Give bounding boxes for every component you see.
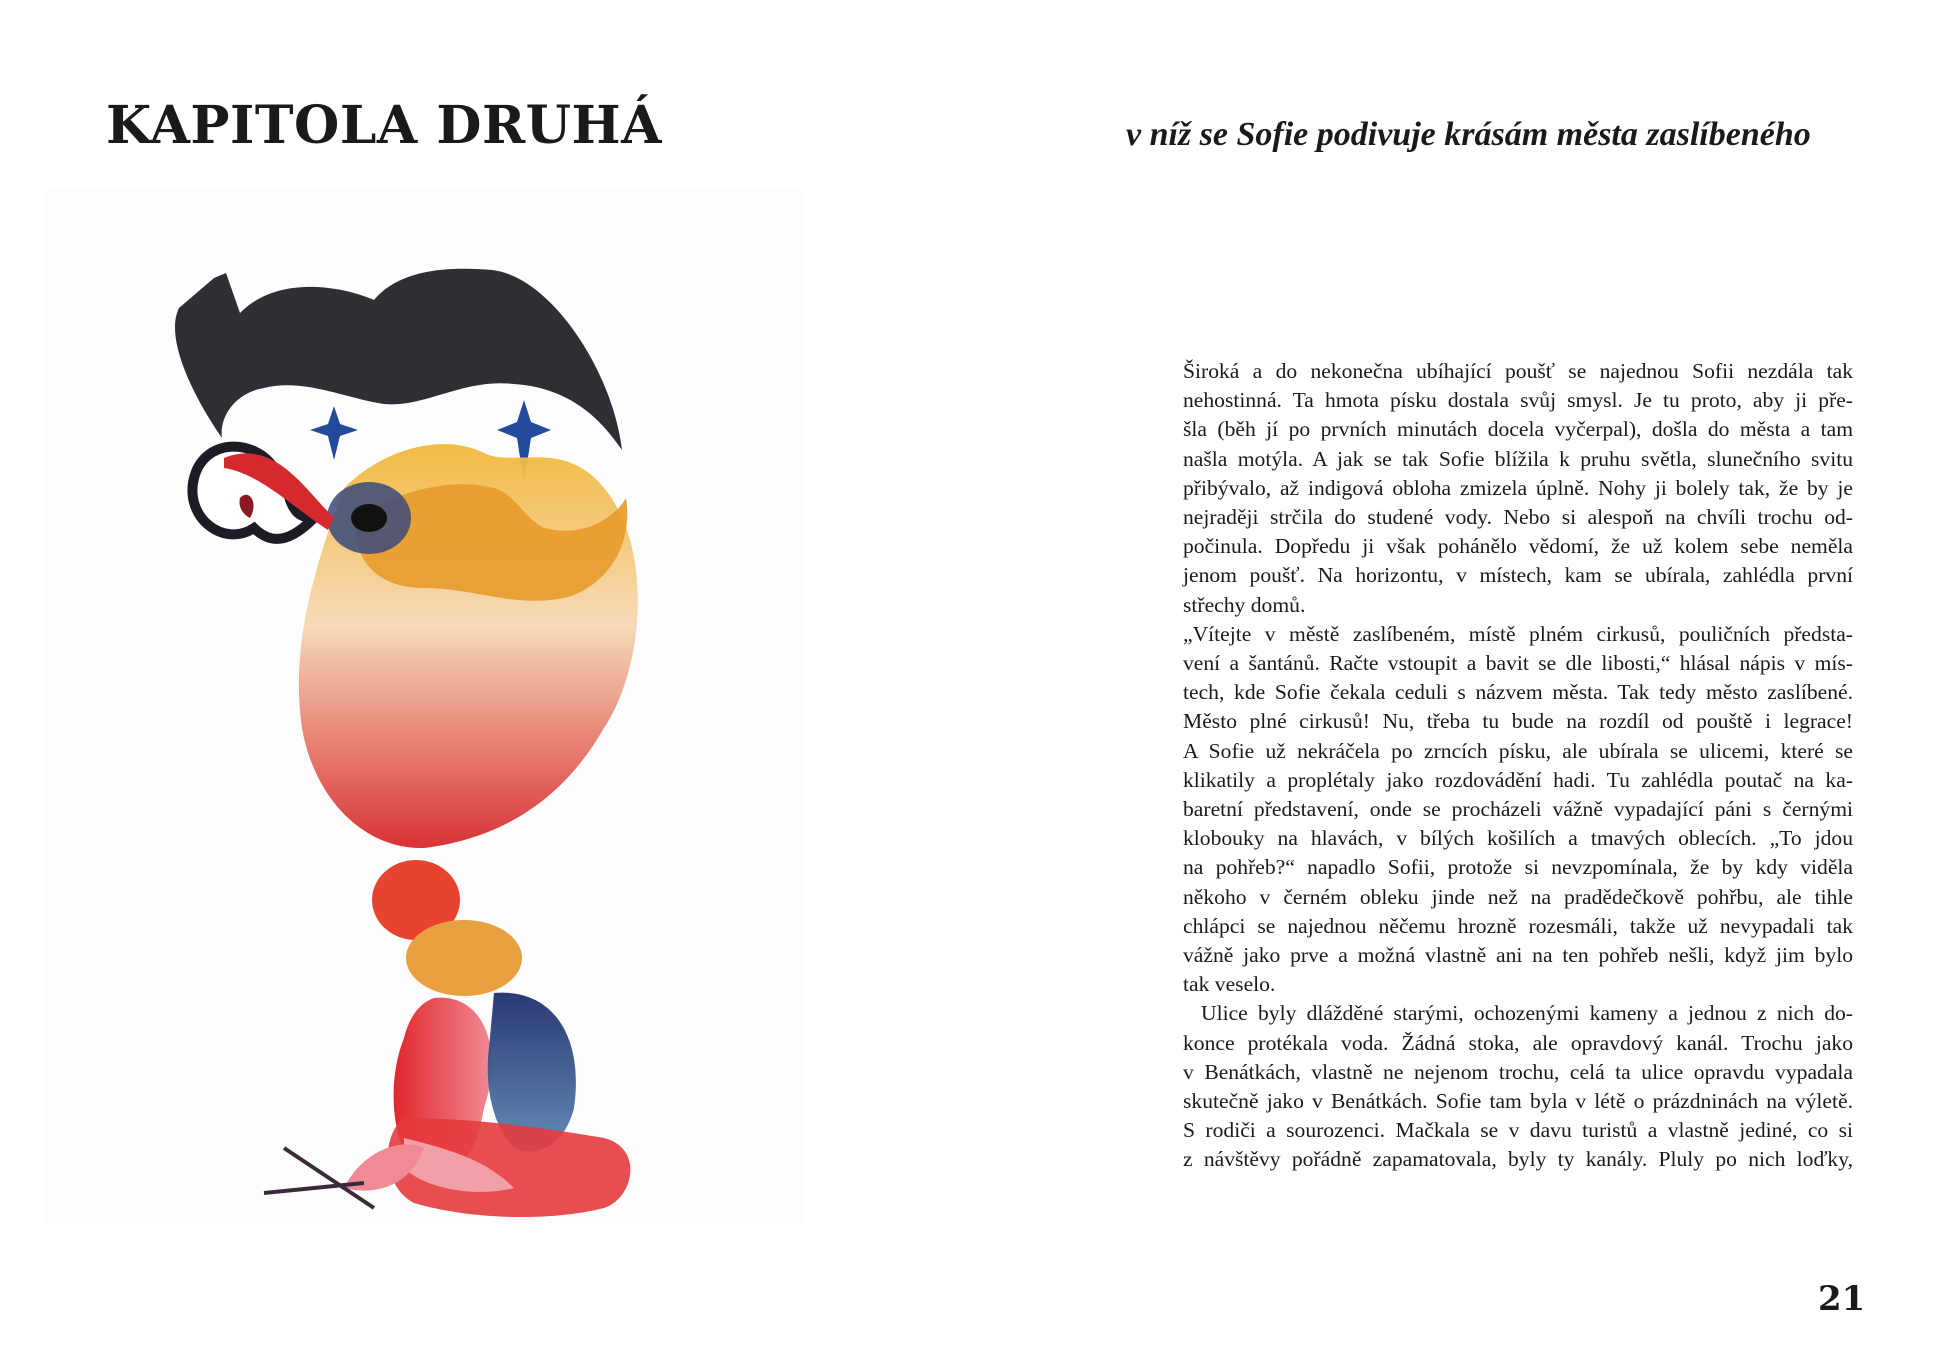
text-line: konce protékala voda. Žádná stoka, ale opravdový kanál. Trochu jako	[1183, 1030, 1853, 1055]
text-line: v Benátkách, vlastně ne nejenom trochu, celá ta ulice opravdu vypadala	[1183, 1059, 1853, 1084]
text-line: Město plné cirkusů! Nu, třeba tu bude na rozdíl od pouště i legrace!	[1183, 709, 1853, 734]
text-line: tak veselo.	[1183, 972, 1276, 997]
chapter-illustration	[44, 188, 804, 1223]
painted-figure-illustration	[44, 188, 804, 1223]
text-line: přibývalo, až indigová obloha zmizela úplně. Nohy ji bolely tak, že by je	[1183, 475, 1853, 500]
text-line: někoho v černém obleku jinde než na pradědečkově pohřbu, ale tihle	[1183, 884, 1853, 909]
text-line: Široká a do nekonečna ubíhající poušť se najednou Sofii nezdála tak	[1183, 359, 1853, 383]
blue-star-left	[310, 406, 358, 460]
text-line: vení a šantánů. Račte vstoupit a bavit se dle libosti,“ hlásal nápis v mís-	[1183, 651, 1853, 676]
chapter-subtitle: v níž se Sofie podivuje krásám města zaslíbeného	[1126, 116, 1811, 153]
bead-middle	[406, 920, 522, 996]
text-line: skutečně jako v Benátkách. Sofie tam byla v létě o prázdninách na výletě.	[1183, 1089, 1853, 1114]
text-line: baretní představení, onde se procházeli vážně vypadající páni s černými	[1183, 797, 1853, 822]
body-text	[1183, 357, 1853, 1175]
text-line: klobouky na hlavách, v bílých košilích a tmavých oblecích. „To jdou	[1183, 826, 1853, 851]
text-line: vážně jako prve a možná vlastně ani na ten pohřeb nešli, když jim bylo	[1183, 943, 1853, 968]
text-line: počinula. Dopředu ji však pohánělo vědomí, že už kolem sebe neměla	[1183, 534, 1853, 559]
text-line: na pohřeb?“ napadlo Sofii, protože si nevzpomínala, že by kdy viděla	[1183, 855, 1853, 880]
text-line: tech, kde Sofie čekala ceduli s názvem města. Tak tedy město zaslíbené.	[1183, 680, 1853, 705]
hair-shape	[175, 269, 622, 450]
text-line: našla motýla. A jak se tak Sofie blížila k pruhu světla, slunečního svitu	[1183, 446, 1853, 471]
text-line: nehostinná. Ta hmota písku dostala svůj smysl. Je tu proto, aby ji pře-	[1183, 388, 1853, 413]
text-line: jenom poušť. Na horizontu, v místech, kam se ubírala, zahlédla první	[1183, 563, 1853, 588]
text-line: S rodiči a sourozenci. Mačkala se v davu turistů a vlastně jediné, co si	[1183, 1118, 1853, 1143]
text-line: A Sofie už nekráčela po zrncích písku, ale ubírala se ulicemi, které se	[1183, 738, 1853, 763]
nose-core	[351, 504, 387, 532]
page-number: 21	[1818, 1279, 1866, 1319]
text-line: „Vítejte v městě zaslíbeném, místě plném cirkusů, pouličních předsta-	[1183, 621, 1853, 646]
text-line: chlápci se najednou něčemu hrozně rozesmáli, takže už nevypadali tak	[1183, 913, 1853, 938]
text-line: nejraději strčila do studené vody. Nebo si alespoň na chvíli trochu od-	[1183, 505, 1853, 530]
text-line: střechy domů.	[1183, 592, 1306, 617]
chapter-title: KAPITOLA DRUHÁ	[106, 95, 662, 156]
text-line: z návštěvy pořádně zapamatovala, byly ty kanály. Pluly po nich loďky,	[1183, 1147, 1853, 1172]
text-line: klikatily a proplétaly jako rozdovádění hadi. Tu zahlédla poutač na ka-	[1183, 767, 1853, 792]
text-line: šla (běh jí po prvních minutách docela vyčerpal), došla do města a tam	[1183, 417, 1853, 442]
text-line: Ulice byly dlážděné starými, ochozenými kameny a jednou z nich do-	[1201, 1001, 1853, 1026]
